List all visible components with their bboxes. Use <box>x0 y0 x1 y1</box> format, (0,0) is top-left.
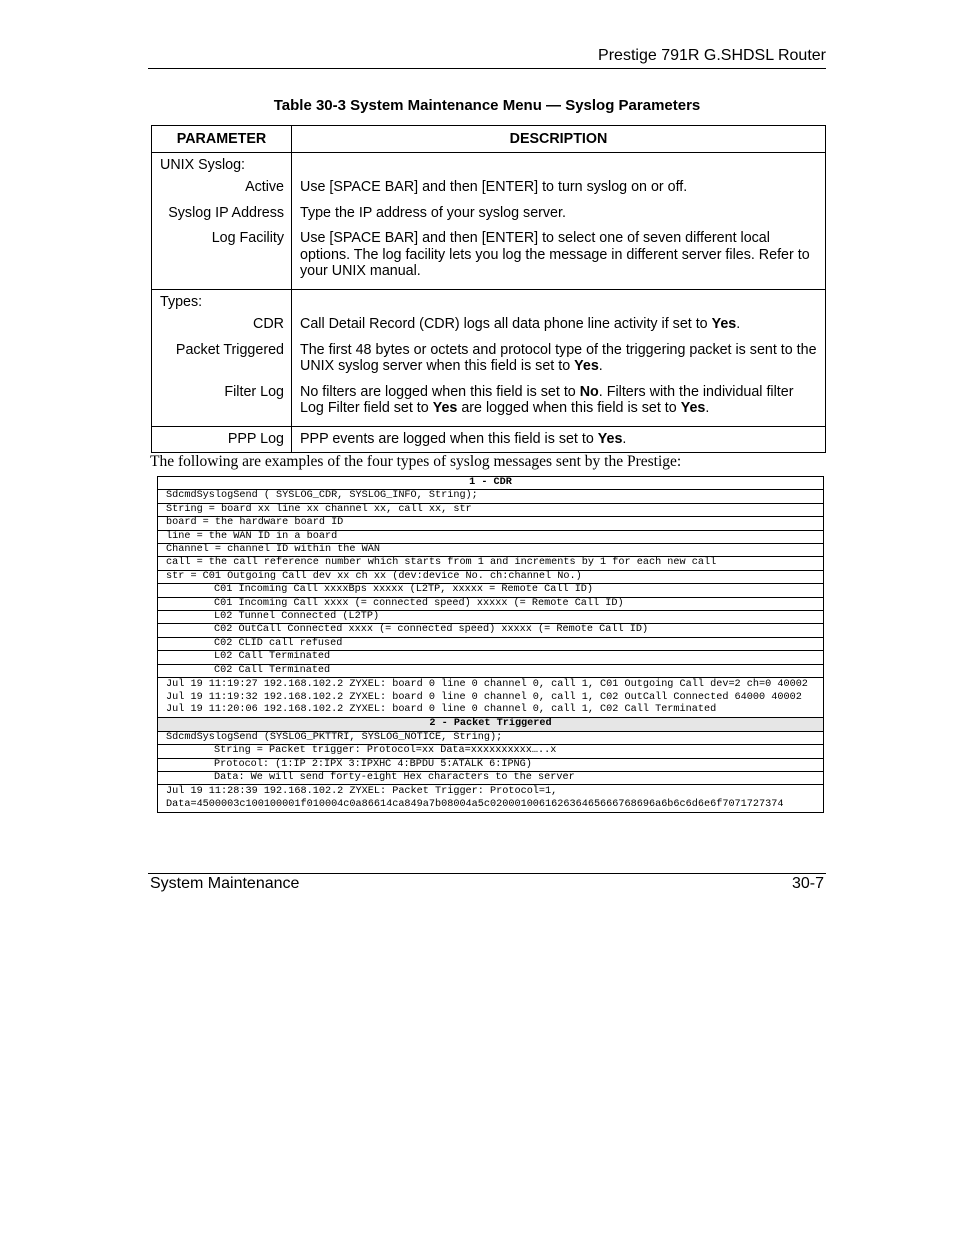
group-label: UNIX Syslog: <box>160 157 246 173</box>
log-line: line = the WAN ID in a board <box>158 530 824 543</box>
parameter-description: Type the IP address of your syslog server. <box>292 205 826 231</box>
group-label-cell <box>152 153 292 180</box>
column-header-description: DESCRIPTION <box>292 126 826 153</box>
log-line: L02 Call Terminated <box>158 651 824 664</box>
log-line: Protocol: (1:IP 2:IPX 3:IPXHC 4:BPDU 5:ATALK 6:IPNG) <box>158 758 824 771</box>
parameter-name: Syslog IP Address <box>168 204 284 221</box>
packet-example: Jul 19 11:28:39 192.168.102.2 ZYXEL: Packet Trigger: Protocol=1, Data=4500003c100100001f010004c0a86614ca849a7b08004a5c020001006162636465666768696a6b6c6d6e6f7071727374 <box>158 785 824 813</box>
syslog-parameters-table <box>151 125 826 453</box>
log-line: str = C01 Outgoing Call dev xx ch xx (dev:device No. ch:channel No.) <box>158 570 824 583</box>
log-line: call = the call reference number which starts from 1 and increments by 1 for each new call <box>158 557 824 570</box>
table-caption: Table 30-3 System Maintenance Menu — Syslog Parameters <box>273 97 701 114</box>
parameter-description: Use [SPACE BAR] and then [ENTER] to turn syslog on or off. <box>292 179 826 205</box>
footer-page-number: 30-7 <box>791 875 824 892</box>
parameter-description: Use [SPACE BAR] and then [ENTER] to select one of seven different local options. The log facility lets you log the message in different server files. Refer to your UNIX manual. <box>300 230 810 280</box>
table-row <box>152 230 826 289</box>
log-line: SdcmdSyslogSend ( SYSLOG_CDR, SYSLOG_INFO, String); <box>158 490 824 503</box>
parameter-name: Active <box>245 179 284 195</box>
footer-section-name: System Maintenance <box>150 875 300 892</box>
examples-intro: The following are examples of the four types of syslog messages sent by the Prestige: <box>150 453 682 470</box>
log-line: Data: We will send forty-eight Hex characters to the server <box>158 771 824 784</box>
log-line: C02 Call Terminated <box>158 664 824 677</box>
log-section-title <box>158 718 824 731</box>
log-line: C01 Incoming Call xxxxBps xxxxx (L2TP, xxxxx = Remote Call ID) <box>158 584 824 597</box>
column-header-parameter: PARAMETER <box>152 126 292 153</box>
packet-triggered-title: 2 - Packet Triggered <box>158 718 824 731</box>
table-row <box>152 316 826 342</box>
log-example <box>158 785 824 813</box>
footer-rule <box>148 873 826 874</box>
table-row <box>152 289 826 316</box>
log-section-title <box>158 477 824 490</box>
log-line: String = Packet trigger: Protocol=xx Data=xxxxxxxxxx…..x <box>158 745 824 758</box>
log-line: SdcmdSyslogSend (SYSLOG_PKTTRI, SYSLOG_NOTICE, String); <box>158 731 824 744</box>
table-row <box>152 153 826 180</box>
table-row <box>152 342 826 384</box>
log-example <box>158 678 824 718</box>
log-line: C02 CLID call refused <box>158 637 824 650</box>
parameter-description: The first 48 bytes or octets and protocol type of the triggering packet is sent to the UNIX syslog server when this field is set to Yes. <box>300 341 817 375</box>
parameter-description: PPP events are logged when this field is set to Yes. <box>300 430 627 447</box>
log-line: board = the hardware board ID <box>158 517 824 530</box>
table-row <box>152 205 826 231</box>
group-label: Types: <box>160 293 203 310</box>
log-line: Channel = channel ID within the WAN <box>158 544 824 557</box>
parameter-description: Call Detail Record (CDR) logs all data phone line activity if set to Yes. <box>292 316 826 342</box>
parameter-name: Packet Triggered <box>175 341 284 358</box>
page-header-title: Prestige 791R G.SHDSL Router <box>598 47 826 64</box>
table-row <box>152 426 826 452</box>
log-line: String = board xx line xx channel xx, call xx, str <box>158 503 824 516</box>
parameter-name: Filter Log <box>224 383 284 400</box>
parameter-description: No filters are logged when this field is set to No. Filters with the individual filter Log Filter field set to Yes are logged when this field is set to Yes. <box>300 383 794 417</box>
header-rule <box>148 68 826 69</box>
log-line: C02 OutCall Connected xxxx (= connected speed) xxxxx (= Remote Call ID) <box>158 624 824 637</box>
cdr-example: Jul 19 11:19:27 192.168.102.2 ZYXEL: board 0 line 0 channel 0, call 1, C01 Outgoing Call dev=2 ch=0 40002 Jul 19 11:19:32 192.168.102.2 ZYXEL: board 0 line 0 channel 0, call 1, C02 OutCall Connected 64000 40002 Jul 19 11:20:06 192.168.102.2 ZYXEL: board 0 line 0 channel 0, call 1, C02 Call Terminated <box>158 678 824 718</box>
parameter-name: Log Facility <box>211 230 284 247</box>
cdr-title: 1 - CDR <box>158 477 824 490</box>
table-row <box>152 384 826 427</box>
parameter-name: PPP Log <box>227 430 284 447</box>
table-row <box>152 179 826 205</box>
log-line: L02 Tunnel Connected (L2TP) <box>158 611 824 624</box>
log-line: C01 Incoming Call xxxx (= connected speed) xxxxx (= Remote Call ID) <box>158 597 824 610</box>
parameter-name: CDR <box>253 315 284 332</box>
syslog-examples-table <box>157 476 824 813</box>
